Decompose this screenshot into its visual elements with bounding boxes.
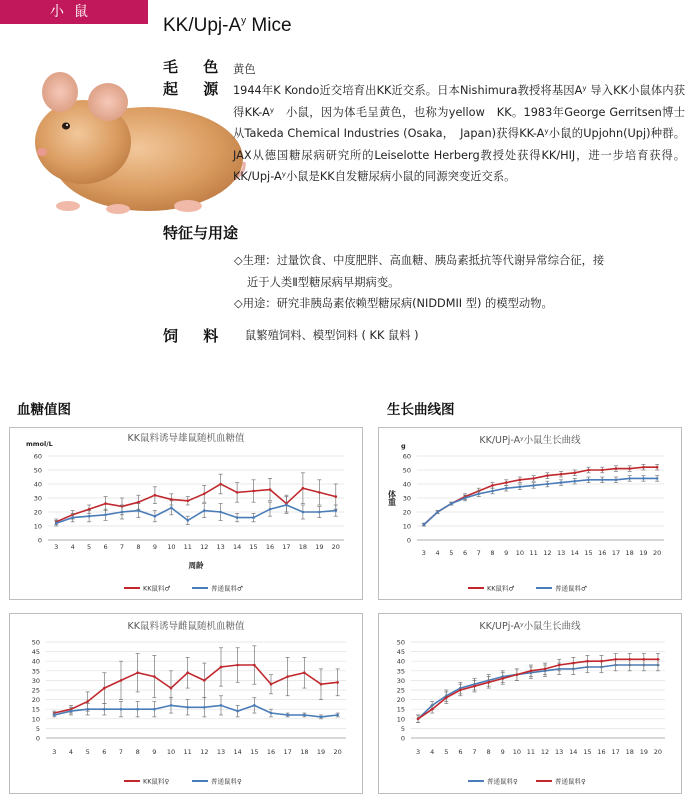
x-tick-label: 19 <box>315 543 324 551</box>
y-tick-label: 25 <box>31 686 40 695</box>
y-tick-label: 35 <box>31 667 40 676</box>
chart-title: KK/UPj-Aʸ小鼠生长曲线 <box>479 435 581 446</box>
y-tick-label: 35 <box>396 667 405 676</box>
data-point <box>600 660 603 663</box>
y-tick-label: 15 <box>396 705 405 714</box>
data-point <box>334 495 337 498</box>
y-tick-label: 15 <box>31 705 40 714</box>
data-point <box>170 704 173 707</box>
data-point <box>154 515 157 518</box>
series-line <box>418 665 658 719</box>
x-tick-label: 15 <box>249 543 258 551</box>
data-point <box>544 668 547 671</box>
data-point <box>303 671 306 674</box>
data-point <box>546 474 549 477</box>
x-tick-label: 17 <box>611 748 620 756</box>
y-tick-label: 10 <box>396 715 405 724</box>
x-tick-label: 11 <box>183 748 192 756</box>
x-tick-label: 19 <box>639 549 648 557</box>
legend-label: KK鼠料♀ <box>143 777 170 786</box>
x-tick-label: 12 <box>200 748 209 756</box>
data-point <box>203 509 206 512</box>
x-tick-label: 17 <box>611 549 621 557</box>
x-tick-label: 4 <box>68 748 74 756</box>
data-point <box>121 511 124 514</box>
x-tick-label: 10 <box>515 549 525 557</box>
x-tick-label: 18 <box>625 549 634 557</box>
y-tick-label: 5 <box>400 724 405 733</box>
data-point <box>302 487 305 490</box>
y-tick-label: 50 <box>31 638 40 647</box>
y-tick-label: 20 <box>33 508 42 517</box>
x-tick-label: 13 <box>555 748 564 756</box>
data-point <box>477 493 480 496</box>
x-tick-label: 18 <box>298 543 308 551</box>
data-point <box>586 660 589 663</box>
x-tick-label: 7 <box>476 549 481 557</box>
x-tick-label: 13 <box>216 543 225 551</box>
category-tag: 小鼠 <box>0 0 148 24</box>
data-point <box>253 704 256 707</box>
x-tick-label: 10 <box>167 543 176 551</box>
data-point <box>104 514 107 517</box>
y-tick-label: 50 <box>402 466 411 475</box>
data-point <box>270 683 273 686</box>
y-tick-label: 60 <box>33 452 42 461</box>
data-point <box>269 508 272 511</box>
x-tick-label: 3 <box>415 748 421 756</box>
data-point <box>103 708 106 711</box>
data-point <box>286 675 289 678</box>
data-point <box>546 483 549 486</box>
data-point <box>505 481 508 484</box>
data-point <box>86 700 89 703</box>
data-point <box>104 502 107 505</box>
data-point <box>336 714 339 717</box>
data-point <box>203 493 206 496</box>
data-point <box>417 718 420 721</box>
series-line <box>418 659 658 719</box>
y-tick-label: 60 <box>402 452 411 461</box>
data-point <box>572 662 575 665</box>
y-tick-label: 20 <box>396 696 405 705</box>
data-point <box>137 501 140 504</box>
data-point <box>86 708 89 711</box>
x-tick-label: 11 <box>183 543 192 551</box>
x-tick-label: 5 <box>87 543 92 551</box>
y-axis-label: g <box>401 442 406 450</box>
female-glucose-chart <box>9 613 363 794</box>
data-point <box>445 696 448 699</box>
data-point <box>505 487 508 490</box>
y-tick-label: 0 <box>35 734 40 743</box>
data-point <box>71 516 74 519</box>
page-title: $KK/Upj-A^y$ Mice <box>163 15 292 36</box>
x-tick-label: 5 <box>85 748 90 756</box>
data-point <box>530 670 533 673</box>
feed-value: 鼠繁殖饲料、模型饲料 ( KK 鼠料 ) <box>245 329 419 342</box>
x-tick-label: 4 <box>435 549 440 557</box>
data-point <box>170 498 173 501</box>
data-point <box>219 483 222 486</box>
color-label: 毛 色 <box>163 58 229 76</box>
data-point <box>560 481 563 484</box>
x-tick-label: 20 <box>653 748 663 756</box>
data-point <box>628 477 631 480</box>
y-axis-label: mmol/L <box>26 440 53 448</box>
x-tick-label: 8 <box>486 748 491 756</box>
y-tick-label: 20 <box>31 696 40 705</box>
y-tick-label: 10 <box>402 522 411 531</box>
x-tick-label: 16 <box>265 543 275 551</box>
y-tick-label: 0 <box>406 536 411 545</box>
x-tick-label: 6 <box>103 543 108 551</box>
physiology-line-2: 近于人类Ⅱ型糖尿病早期病变。 <box>247 275 400 289</box>
legend-label: 普通鼠料♂ <box>211 584 243 593</box>
y-axis-label-2: 体重 <box>387 490 397 506</box>
data-point <box>459 689 462 692</box>
data-point <box>88 508 91 511</box>
data-point <box>186 671 189 674</box>
x-tick-label: 14 <box>233 748 242 756</box>
data-point <box>615 479 618 482</box>
data-point <box>318 511 321 514</box>
y-tick-label: 30 <box>396 676 405 685</box>
data-point <box>252 490 255 493</box>
x-tick-label: 10 <box>512 748 521 756</box>
x-tick-label: 16 <box>266 748 276 756</box>
y-tick-label: 40 <box>396 657 405 666</box>
data-point <box>560 473 563 476</box>
x-tick-label: 20 <box>333 748 342 756</box>
x-tick-label: 6 <box>462 549 468 557</box>
legend-label: KK鼠料♂ <box>143 584 171 593</box>
data-point <box>236 664 239 667</box>
chart-title: KK鼠料诱导雄鼠随机血糖值 <box>127 433 245 444</box>
data-point <box>70 710 73 713</box>
legend-label: 普通鼠料♀ <box>487 777 518 786</box>
legend-label: 普通鼠料♂ <box>555 584 587 593</box>
data-point <box>473 685 476 688</box>
data-point <box>601 479 604 482</box>
y-tick-label: 25 <box>396 686 405 695</box>
x-tick-label: 13 <box>556 549 566 557</box>
y-tick-label: 30 <box>33 494 42 503</box>
x-tick-label: 4 <box>430 748 435 756</box>
data-point <box>431 708 434 711</box>
x-tick-label: 9 <box>152 748 157 756</box>
y-tick-label: 45 <box>396 648 405 657</box>
data-point <box>303 714 306 717</box>
x-tick-label: 8 <box>135 748 140 756</box>
data-point <box>270 712 273 715</box>
x-tick-label: 8 <box>136 543 141 551</box>
data-point <box>220 666 223 669</box>
x-tick-label: 8 <box>490 549 495 557</box>
data-point <box>137 509 140 512</box>
data-point <box>186 519 189 522</box>
series-line <box>54 665 337 713</box>
y-tick-label: 40 <box>402 480 411 489</box>
data-point <box>236 516 239 519</box>
data-point <box>253 664 256 667</box>
data-point <box>491 484 494 487</box>
y-tick-label: 30 <box>31 676 40 685</box>
data-point <box>642 477 645 480</box>
x-tick-label: 6 <box>458 748 463 756</box>
y-tick-label: 40 <box>31 657 40 666</box>
y-tick-label: 10 <box>33 522 42 531</box>
data-point <box>656 466 659 469</box>
data-point <box>88 515 91 518</box>
data-point <box>532 477 535 480</box>
data-point <box>450 502 453 505</box>
x-tick-label: 9 <box>500 748 505 756</box>
series-line <box>424 467 657 524</box>
x-tick-label: 10 <box>166 748 176 756</box>
x-tick-label: 19 <box>316 748 326 756</box>
data-point <box>558 664 561 667</box>
x-tick-label: 16 <box>598 549 607 557</box>
data-point <box>120 679 123 682</box>
data-point <box>236 491 239 494</box>
data-point <box>628 658 631 661</box>
data-point <box>657 658 660 661</box>
data-point <box>516 673 519 676</box>
x-tick-label: 15 <box>250 748 259 756</box>
x-tick-label: 17 <box>283 748 292 756</box>
series-line <box>54 705 337 717</box>
data-point <box>320 716 323 719</box>
legend-label: KK鼠料♂ <box>487 584 515 593</box>
data-point <box>574 472 577 475</box>
x-tick-label: 3 <box>52 748 57 756</box>
x-tick-label: 11 <box>526 748 536 756</box>
data-point <box>519 486 522 489</box>
data-point <box>203 679 206 682</box>
color-value: 黄色 <box>233 63 256 76</box>
x-tick-label: 18 <box>300 748 309 756</box>
x-tick-label: 15 <box>583 748 592 756</box>
data-point <box>286 714 289 717</box>
data-point <box>334 509 337 512</box>
x-tick-label: 12 <box>540 748 550 756</box>
x-tick-label: 7 <box>472 748 477 756</box>
data-point <box>642 466 645 469</box>
origin-label: 起 源 <box>163 80 229 98</box>
legend-label: 普通鼠料♀ <box>555 777 586 786</box>
x-tick-label: 12 <box>200 543 209 551</box>
origin-text: 1944年K Kondo近交培育出KK近交系。日本Nishimura教授将基因Aʸ 导入KK小鼠体内获得KK-Aʸ 小鼠，因为体毛呈黄色，也称为yellow KK。1983年George Gerritsen博士从Takeda Chemical Industries (Osaka， Japan)获得KK-Aʸ小鼠的Upjohn(Upj)种群。JAX从德国糖尿病研究所的Leiselotte Herberg教授处获得KK/HIJ，进一步培育获得。KK/Upj-Aʸ小鼠是KK自发糖尿病小鼠的同源突变近交系。 <box>233 84 685 184</box>
x-tick-label: 20 <box>652 549 662 557</box>
x-tick-label: 3 <box>421 549 426 557</box>
x-tick-label: 7 <box>118 748 124 756</box>
data-point <box>464 497 467 500</box>
data-point <box>53 714 56 717</box>
y-tick-label: 50 <box>396 638 405 647</box>
x-tick-label: 18 <box>625 748 634 756</box>
data-point <box>154 494 157 497</box>
x-tick-label: 9 <box>152 543 157 551</box>
data-point <box>318 491 321 494</box>
x-tick-label: 5 <box>449 549 454 557</box>
x-tick-label: 15 <box>584 549 593 557</box>
data-point <box>628 467 631 470</box>
data-point <box>220 704 223 707</box>
x-tick-label: 5 <box>444 748 449 756</box>
features-heading: 特征与用途 <box>163 224 239 242</box>
physiology-line-1: ◇生理：过量饮食、中度肥胖、高血糖、胰岛素抵抗等代谢异常综合征，接 <box>234 254 605 267</box>
data-point <box>656 477 659 480</box>
y-tick-label: 0 <box>37 536 42 545</box>
male-growth-chart <box>378 427 682 600</box>
data-point <box>436 511 439 514</box>
data-point <box>252 516 255 519</box>
y-tick-label: 10 <box>31 715 40 724</box>
data-point <box>614 658 617 661</box>
female-growth-chart <box>378 613 682 794</box>
y-tick-label: 40 <box>33 480 42 489</box>
data-point <box>103 687 106 690</box>
data-point <box>643 658 646 661</box>
data-point <box>186 500 189 503</box>
data-point <box>423 523 426 526</box>
x-tick-label: 16 <box>597 748 606 756</box>
y-tick-label: 50 <box>33 466 42 475</box>
x-tick-label: 14 <box>232 543 242 551</box>
features-text <box>234 250 686 315</box>
x-tick-label: 14 <box>570 549 579 557</box>
x-tick-label: 17 <box>282 543 291 551</box>
data-point <box>285 504 288 507</box>
chart-title: KK鼠料诱导雌鼠随机血糖值 <box>127 621 245 632</box>
x-tick-label: 19 <box>639 748 648 756</box>
data-point <box>601 469 604 472</box>
x-tick-label: 20 <box>331 543 340 551</box>
data-point <box>136 708 139 711</box>
data-point <box>55 522 58 525</box>
data-point <box>487 681 490 684</box>
glucose-section-title: 血糖值图 <box>17 402 71 418</box>
x-tick-label: 4 <box>70 543 75 551</box>
data-point <box>336 681 339 684</box>
data-point <box>186 706 189 709</box>
data-point <box>269 488 272 491</box>
x-axis-label: 周龄 <box>188 561 204 570</box>
x-tick-label: 3 <box>54 543 59 551</box>
series-line <box>56 505 336 523</box>
data-point <box>302 511 305 514</box>
usage-line: ◇用途：研究非胰岛素依赖型糖尿病(NIDDMII 型) 的模型动物。 <box>234 297 553 311</box>
data-point <box>491 490 494 493</box>
y-tick-label: 0 <box>400 734 405 743</box>
data-point <box>153 675 156 678</box>
data-point <box>574 480 577 483</box>
y-tick-label: 20 <box>402 508 411 517</box>
data-point <box>120 708 123 711</box>
data-point <box>532 484 535 487</box>
data-point <box>203 706 206 709</box>
growth-section-title: 生长曲线图 <box>387 402 455 418</box>
y-tick-label: 5 <box>35 724 40 733</box>
data-point <box>153 708 156 711</box>
y-tick-label: 30 <box>402 494 411 503</box>
data-point <box>219 511 222 514</box>
x-tick-label: 9 <box>504 549 509 557</box>
data-point <box>320 683 323 686</box>
x-tick-label: 14 <box>569 748 578 756</box>
male-glucose-chart <box>9 427 363 600</box>
data-point <box>587 479 590 482</box>
data-point <box>136 671 139 674</box>
data-point <box>501 677 504 680</box>
data-point <box>170 507 173 510</box>
x-tick-label: 13 <box>216 748 226 756</box>
x-tick-label: 12 <box>543 549 552 557</box>
series-line <box>424 478 657 524</box>
data-point <box>170 687 173 690</box>
legend-label: 普通鼠料♀ <box>211 777 242 786</box>
data-point <box>587 469 590 472</box>
chart-title: KK/UPj-Aʸ小鼠生长曲线 <box>479 621 581 632</box>
x-tick-label: 11 <box>529 549 538 557</box>
x-tick-label: 7 <box>119 543 125 551</box>
data-point <box>615 467 618 470</box>
x-tick-label: 6 <box>102 748 107 756</box>
y-tick-label: 45 <box>31 648 40 657</box>
data-point <box>236 710 239 713</box>
data-point <box>519 479 522 482</box>
feed-label: 饲 料 <box>163 327 229 345</box>
